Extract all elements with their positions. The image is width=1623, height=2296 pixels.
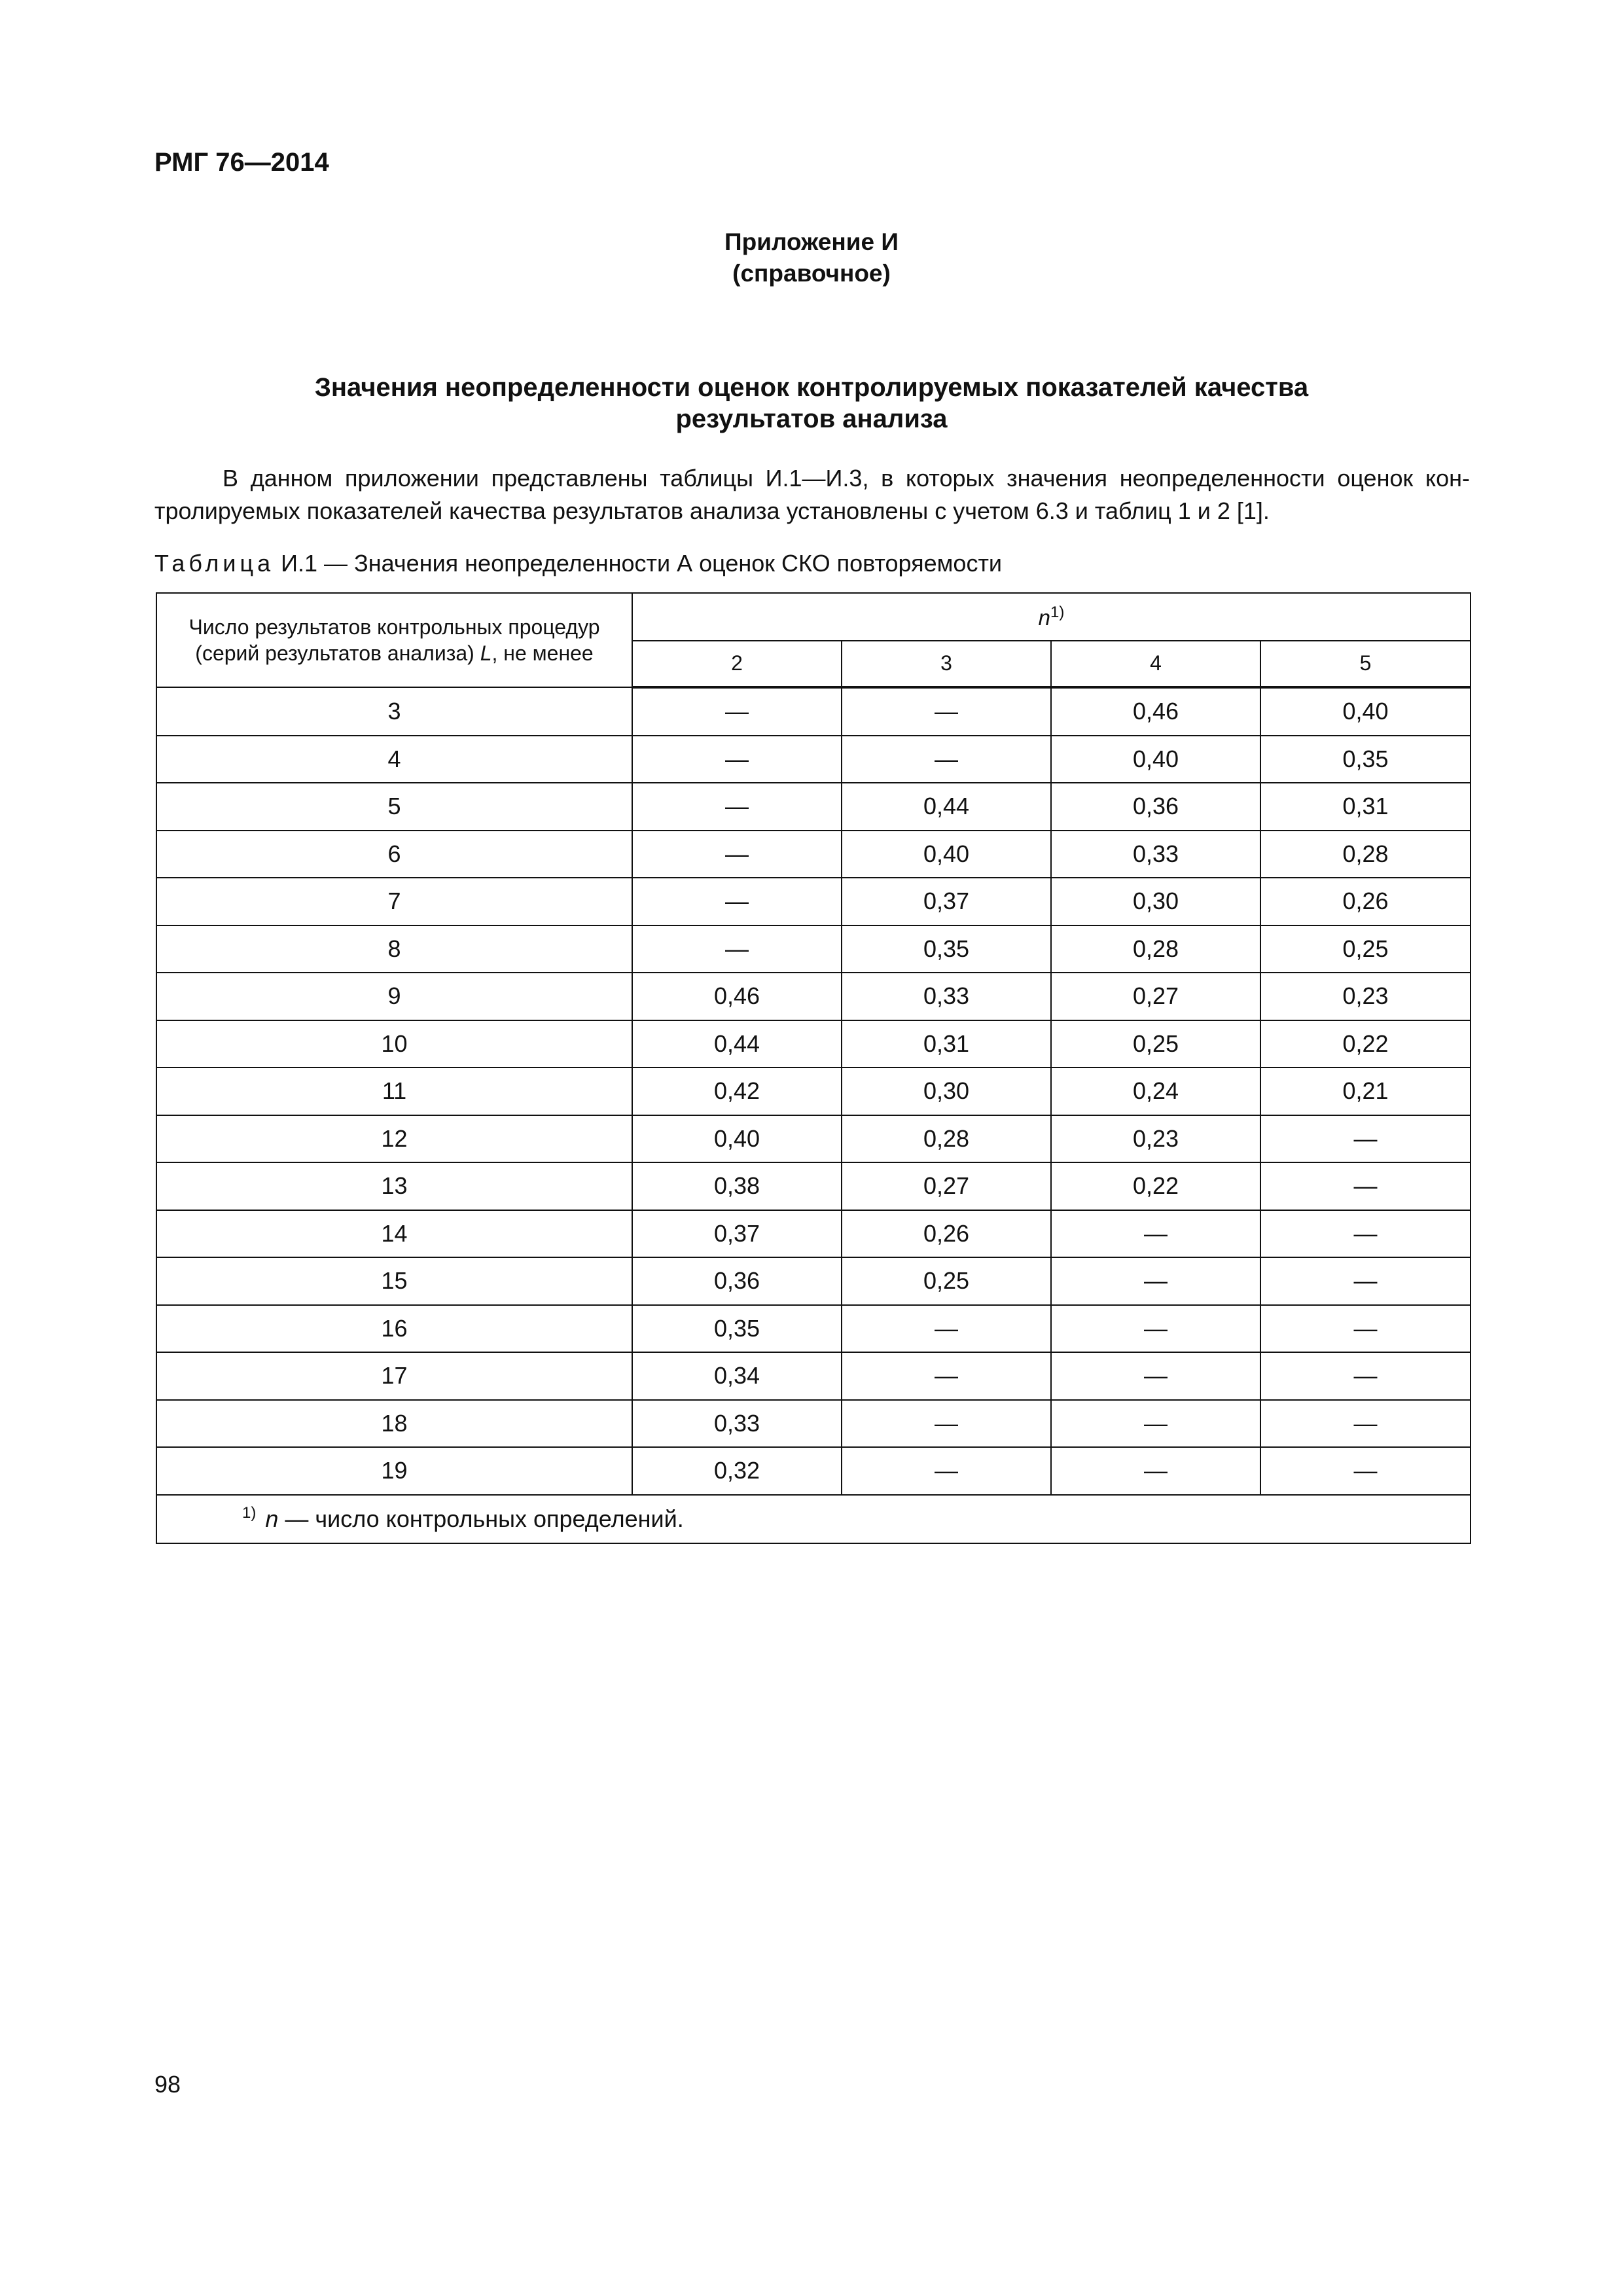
table-cell-value: — xyxy=(1051,1210,1260,1258)
table-cell-value: 0,44 xyxy=(842,783,1051,831)
table-cell-value: 0,28 xyxy=(1051,925,1260,973)
table-row xyxy=(156,1115,1471,1163)
table-cell-value: 0,30 xyxy=(1051,878,1260,925)
row-label-L: 5 xyxy=(156,783,632,831)
table-cell-value: — xyxy=(1051,1352,1260,1400)
appendix-type: (справочное) xyxy=(732,260,891,287)
table-row xyxy=(156,687,1471,736)
row-label-L: 7 xyxy=(156,878,632,925)
corner-header-suffix: , не менее xyxy=(491,641,594,665)
intro-paragraph xyxy=(154,462,1470,528)
table-cell-value: — xyxy=(1260,1115,1471,1163)
page-number: 98 xyxy=(154,2071,181,2098)
table-cell-value: 0,38 xyxy=(632,1162,842,1210)
table-row xyxy=(156,1020,1471,1068)
corner-header-text: (серий результатов анализа) xyxy=(195,641,480,665)
appendix-title: Приложение И xyxy=(724,228,899,255)
table-cell-value: 0,35 xyxy=(1260,736,1471,783)
table-cell-value: 0,37 xyxy=(842,878,1051,925)
table-cell-value: 0,32 xyxy=(632,1447,842,1495)
column-header-n: 3 xyxy=(842,641,1051,688)
table-cell-value: — xyxy=(842,1447,1051,1495)
corner-header-line-2 xyxy=(157,640,632,666)
table-cell-value: — xyxy=(1260,1352,1471,1400)
table-cell-value: 0,26 xyxy=(1260,878,1471,925)
section-title-line-2: результатов анализа xyxy=(675,404,948,433)
table-cell-value: 0,37 xyxy=(632,1210,842,1258)
table-cell-value: 0,22 xyxy=(1051,1162,1260,1210)
table-cell-value: — xyxy=(842,1352,1051,1400)
table-cell-value: 0,25 xyxy=(842,1257,1051,1305)
intro-line-2: тролируемых показателей качества результатов анализа установлены с учетом 6.3 и таблиц 1 и 2 [1]. xyxy=(154,497,1270,524)
table-cell-value: 0,25 xyxy=(1260,925,1471,973)
table-row xyxy=(156,1067,1471,1115)
table-cell-value: 0,31 xyxy=(842,1020,1051,1068)
table-cell-value: — xyxy=(1260,1400,1471,1448)
document-code: РМГ 76—2014 xyxy=(154,148,329,177)
table-cell-value: 0,40 xyxy=(632,1115,842,1163)
row-label-L: 9 xyxy=(156,973,632,1020)
table-cell-value: 0,34 xyxy=(632,1352,842,1400)
table-cell-value: 0,35 xyxy=(842,925,1051,973)
intro-line-1: В данном приложении представлены таблицы И.1—И.3, в которых значения неопределенности оценок кон- xyxy=(223,465,1470,492)
table-cell-value: 0,33 xyxy=(632,1400,842,1448)
table-cell-value: — xyxy=(632,687,842,736)
section-title-line-1: Значения неопределенности оценок контролируемых показателей качества xyxy=(314,373,1309,402)
appendix-heading xyxy=(0,226,1623,289)
table-cell-value: 0,28 xyxy=(842,1115,1051,1163)
corner-header-line-1: Число результатов контрольных процедур xyxy=(188,615,600,639)
table-cell-value: 0,24 xyxy=(1051,1067,1260,1115)
table-cell-value: — xyxy=(1051,1257,1260,1305)
table-caption xyxy=(154,550,1002,577)
table-corner-header xyxy=(156,593,632,687)
table-cell-value: 0,31 xyxy=(1260,783,1471,831)
row-label-L: 18 xyxy=(156,1400,632,1448)
uncertainty-table xyxy=(156,592,1471,1544)
column-header-n: 4 xyxy=(1051,641,1260,688)
table-cell-value: — xyxy=(1051,1400,1260,1448)
table-cell-value: 0,21 xyxy=(1260,1067,1471,1115)
row-label-L: 19 xyxy=(156,1447,632,1495)
footnote-text: — число контрольных определений. xyxy=(278,1505,684,1532)
column-header-n: 2 xyxy=(632,641,842,688)
table-cell-value: — xyxy=(632,736,842,783)
table-row xyxy=(156,736,1471,783)
table-row xyxy=(156,1352,1471,1400)
table-cell-value: 0,27 xyxy=(842,1162,1051,1210)
table-cell-value: — xyxy=(632,831,842,878)
table-body xyxy=(156,687,1471,1495)
table-cell-value: — xyxy=(842,687,1051,736)
n-group-header xyxy=(632,593,1471,641)
table-row xyxy=(156,1305,1471,1353)
table-cell-value: 0,23 xyxy=(1051,1115,1260,1163)
table-cell-value: 0,42 xyxy=(632,1067,842,1115)
n-footnote-marker: 1) xyxy=(1050,603,1065,621)
table-cell-value: — xyxy=(1260,1162,1471,1210)
footnote-variable: n xyxy=(265,1505,279,1532)
table-cell-value: 0,46 xyxy=(632,973,842,1020)
table-row xyxy=(156,973,1471,1020)
table-cell-value: — xyxy=(1260,1210,1471,1258)
table-cell-value: 0,27 xyxy=(1051,973,1260,1020)
table-row xyxy=(156,831,1471,878)
table-cell-value: — xyxy=(632,878,842,925)
table-cell-value: 0,30 xyxy=(842,1067,1051,1115)
row-label-L: 14 xyxy=(156,1210,632,1258)
table-cell-value: — xyxy=(1260,1305,1471,1353)
table-caption-word: Таблица xyxy=(154,550,275,577)
table-row xyxy=(156,1162,1471,1210)
table-cell-value: — xyxy=(1051,1305,1260,1353)
row-label-L: 15 xyxy=(156,1257,632,1305)
table-cell-value: 0,35 xyxy=(632,1305,842,1353)
row-label-L: 12 xyxy=(156,1115,632,1163)
table-row xyxy=(156,1257,1471,1305)
row-label-L: 10 xyxy=(156,1020,632,1068)
table-cell-value: — xyxy=(632,925,842,973)
table-cell-value: 0,28 xyxy=(1260,831,1471,878)
table-cell-value: — xyxy=(1051,1447,1260,1495)
column-header-n: 5 xyxy=(1260,641,1471,688)
table-cell-value: 0,25 xyxy=(1051,1020,1260,1068)
row-label-L: 17 xyxy=(156,1352,632,1400)
table-cell-value: 0,40 xyxy=(1260,687,1471,736)
table-row xyxy=(156,925,1471,973)
table-cell-value: 0,22 xyxy=(1260,1020,1471,1068)
table-row xyxy=(156,1210,1471,1258)
row-label-L: 13 xyxy=(156,1162,632,1210)
table-cell-value: — xyxy=(842,1400,1051,1448)
table-cell-value: 0,23 xyxy=(1260,973,1471,1020)
row-label-L: 4 xyxy=(156,736,632,783)
row-label-L: 3 xyxy=(156,687,632,736)
table-cell-value: 0,33 xyxy=(1051,831,1260,878)
table-footnote xyxy=(156,1495,1471,1543)
table-cell-value: — xyxy=(632,783,842,831)
table-cell-value: 0,46 xyxy=(1051,687,1260,736)
n-symbol: n xyxy=(1038,605,1051,630)
table-row xyxy=(156,878,1471,925)
table-cell-value: 0,40 xyxy=(842,831,1051,878)
table-cell-value: 0,36 xyxy=(1051,783,1260,831)
table-cell-value: — xyxy=(842,1305,1051,1353)
table-cell-value: 0,44 xyxy=(632,1020,842,1068)
table-cell-value: — xyxy=(842,736,1051,783)
corner-header-variable: L xyxy=(480,641,492,665)
table-cell-value: 0,36 xyxy=(632,1257,842,1305)
table-cell-value: — xyxy=(1260,1257,1471,1305)
table-row xyxy=(156,1400,1471,1448)
table-cell-value: — xyxy=(1260,1447,1471,1495)
table-row xyxy=(156,1447,1471,1495)
table-caption-text: И.1 — Значения неопределенности А оценок СКО повторяемости xyxy=(274,550,1003,577)
row-label-L: 16 xyxy=(156,1305,632,1353)
row-label-L: 11 xyxy=(156,1067,632,1115)
section-title xyxy=(154,372,1469,435)
footnote-marker: 1) xyxy=(242,1503,257,1522)
row-label-L: 8 xyxy=(156,925,632,973)
row-label-L: 6 xyxy=(156,831,632,878)
table-row xyxy=(156,783,1471,831)
table-cell-value: 0,26 xyxy=(842,1210,1051,1258)
table-cell-value: 0,33 xyxy=(842,973,1051,1020)
table-cell-value: 0,40 xyxy=(1051,736,1260,783)
